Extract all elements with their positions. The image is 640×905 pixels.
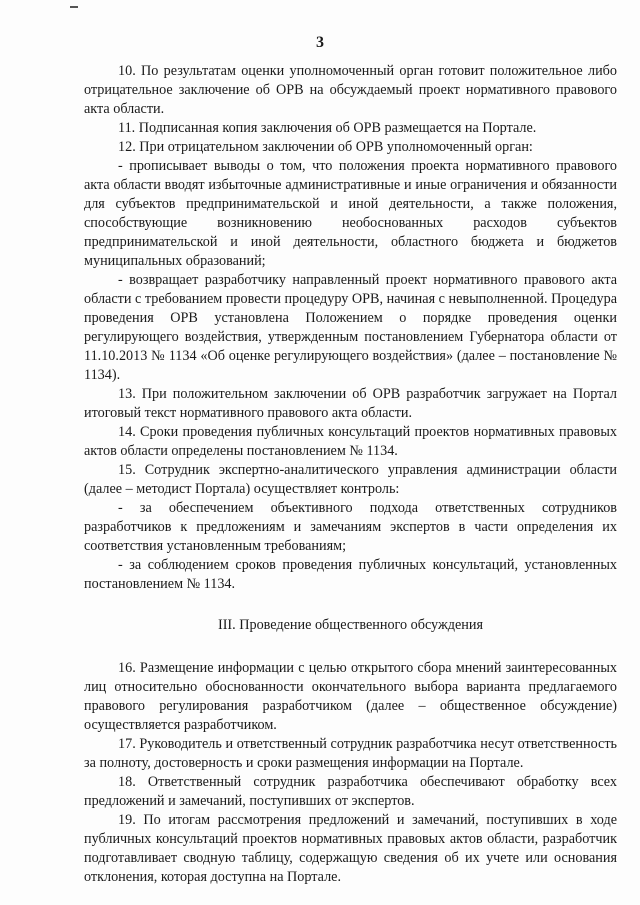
- paragraph-12-item-2: - возвращает разработчику направленный проект нормативного правового акта области с требованием провести процедуру ОРВ, начиная с невыполненной. Процедура проведения ОРВ установлена Положением о порядке проведения оценки регулирующего воздействия, утвержденным постановлением Губернатора области от 11.10.2013 № 1134 «Об оценке регулирующего воздействия» (далее – постановление № 1134).: [84, 272, 617, 383]
- document-body: [84, 62, 617, 887]
- paragraph-16: 16. Размещение информации с целью открытого сбора мнений заинтересованных лиц относительно обоснованности окончательного выбора варианта предлагаемого правового регулирования разработчиком (далее – общественное обсуждение) осуществляется разработчиком.: [84, 660, 617, 733]
- paragraph-12-item-1: - прописывает выводы о том, что положения проекта нормативного правового акта области вводят избыточные административные и иные ограничения и обязанности для субъектов предпринимательской и иной деятельности, а также положения, способствующие возникновению необоснованных расходов субъектов предпринимательской и иной деятельности, областного бюджета и бюджетов муниципальных образований;: [84, 158, 617, 269]
- page-number: 3: [316, 34, 324, 51]
- paragraph-14: 14. Сроки проведения публичных консультаций проектов нормативных правовых актов области определены постановлением № 1134.: [84, 424, 617, 459]
- paragraph-10: 10. По результатам оценки уполномоченный орган готовит положительное либо отрицательное заключение об ОРВ на обсуждаемый проект нормативного правового акта области.: [84, 63, 617, 117]
- paragraph-13: 13. При положительном заключении об ОРВ разработчик загружает на Портал итоговый текст нормативного правового акта области.: [84, 386, 617, 421]
- paragraph-11: 11. Подписанная копия заключения об ОРВ размещается на Портале.: [118, 120, 537, 136]
- paragraph-12: 12. При отрицательном заключении об ОРВ уполномоченный орган:: [118, 139, 533, 155]
- paragraph-17: 17. Руководитель и ответственный сотрудник разработчика несут ответственность за полноту, достоверность и сроки размещения информации на Портале.: [84, 736, 617, 771]
- section-heading: III. Проведение общественного обсуждения: [217, 617, 483, 633]
- paragraph-18: 18. Ответственный сотрудник разработчика обеспечивают обработку всех предложений и замечаний, поступивших от экспертов.: [84, 774, 617, 809]
- paragraph-15-item-2: - за соблюдением сроков проведения публичных консультаций, установленных постановлением № 1134.: [84, 557, 617, 592]
- paragraph-15: 15. Сотрудник экспертно-аналитического управления администрации области (далее – методист Портала) осуществляет контроль:: [84, 462, 617, 497]
- paragraph-15-item-1: - за обеспечением объективного подхода ответственных сотрудников разработчиков к предложениям и замечаниям экспертов в части определения их соответствия установленным требованиям;: [84, 500, 617, 554]
- paragraph-19: 19. По итогам рассмотрения предложений и замечаний, поступивших в ходе публичных консультаций проектов нормативных правовых актов области, разработчик подготавливает сводную таблицу, содержащую сведения об их учете или основания отклонения, которая доступна на Портале.: [84, 812, 617, 885]
- scan-artifact: [70, 6, 78, 8]
